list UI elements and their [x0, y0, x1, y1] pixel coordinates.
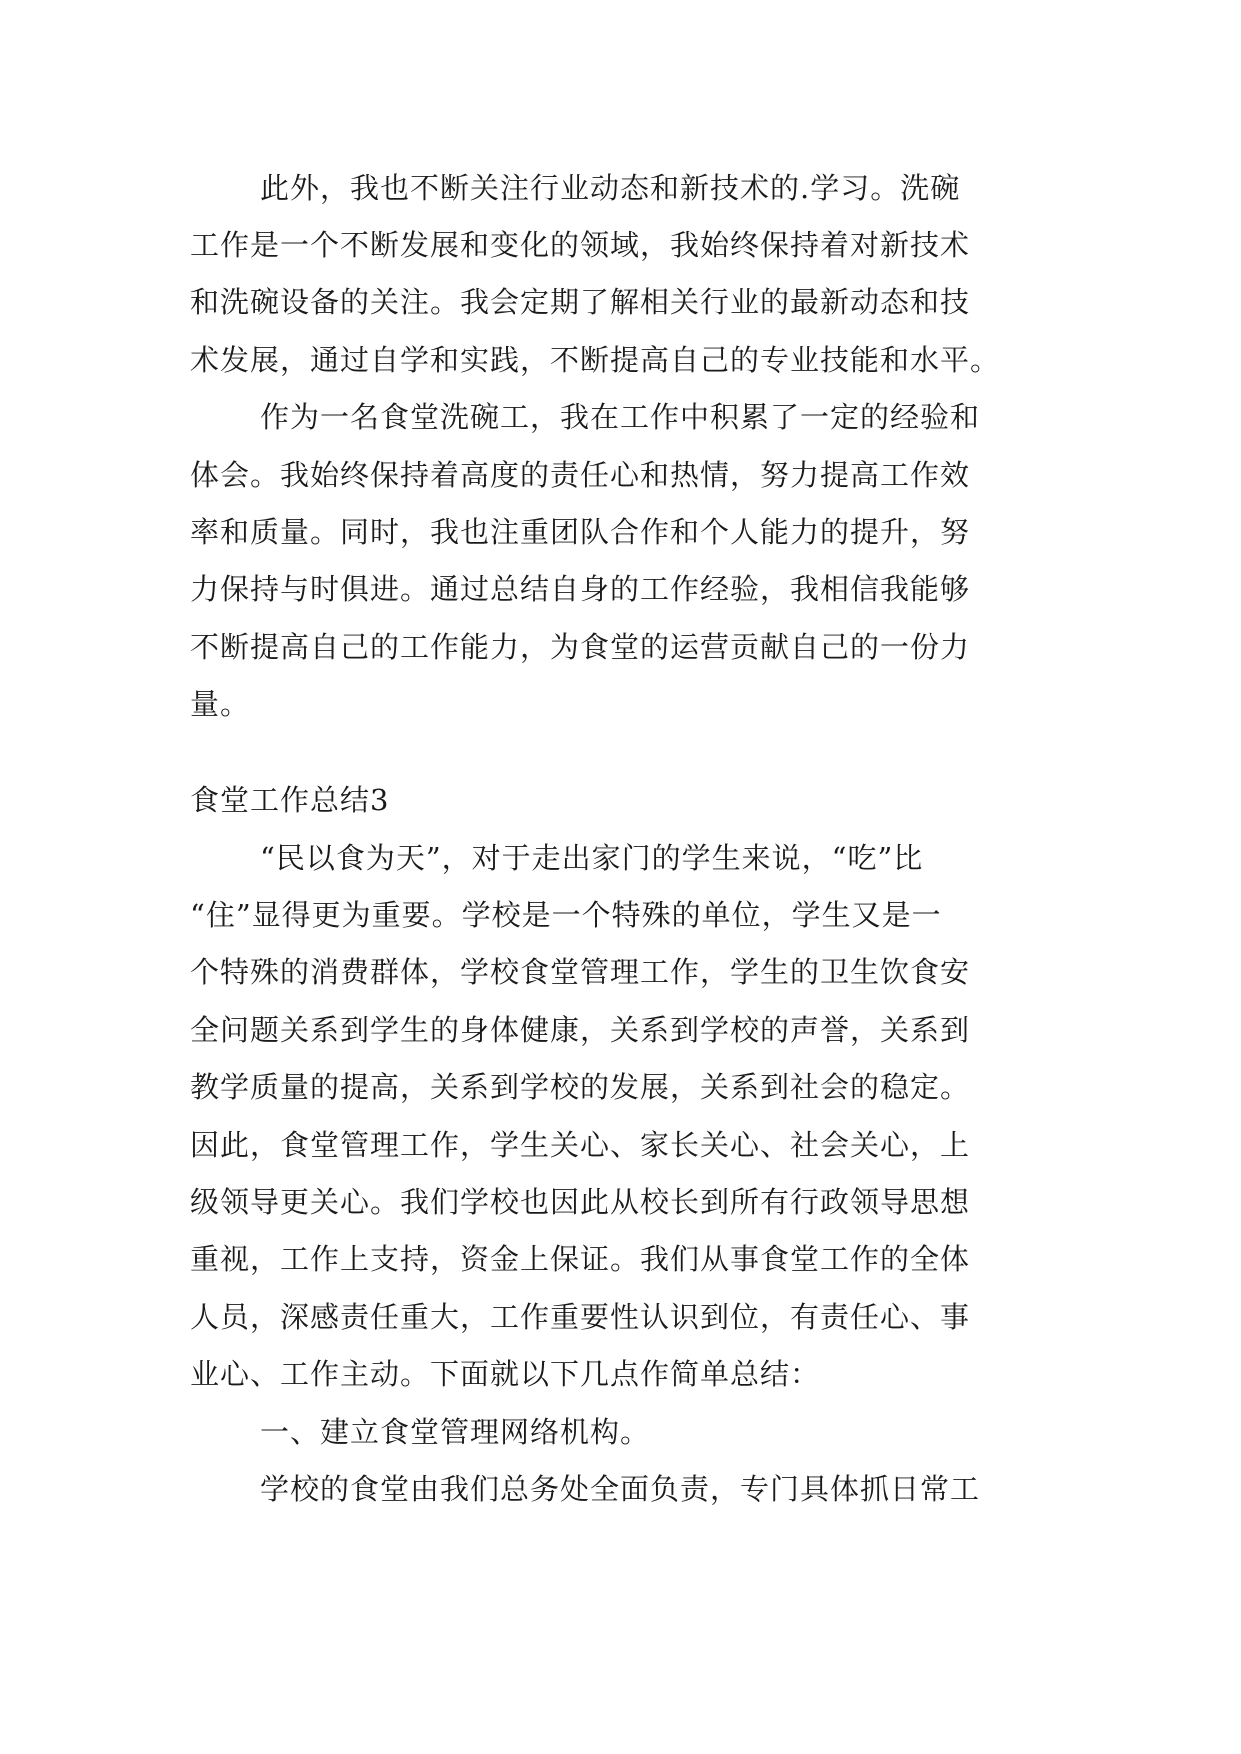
- paragraph-line: 全问题关系到学生的身体健康，关系到学校的声誉，关系到: [190, 1013, 971, 1047]
- paragraph-line: 业心、工作主动。下面就以下几点作简单总结：: [190, 1357, 821, 1391]
- paragraph-line: 率和质量。同时，我也注重团队合作和个人能力的提升，努: [190, 515, 971, 549]
- paragraph-line: 学校的食堂由我们总务处全面负责，专门具体抓日常工: [260, 1472, 981, 1506]
- paragraph-line: 人员，深感责任重大，工作重要性认识到位，有责任心、事: [190, 1300, 971, 1334]
- paragraph-line: 级领导更关心。我们学校也因此从校长到所有行政领导思想: [190, 1185, 971, 1219]
- paragraph-line: 因此，食堂管理工作，学生关心、家长关心、社会关心，上: [190, 1128, 971, 1162]
- paragraph-line: 一、建立食堂管理网络机构。: [260, 1415, 651, 1449]
- paragraph-line: 此外，我也不断关注行业动态和新技术的.学习。洗碗: [260, 171, 961, 205]
- paragraph-line: 作为一名食堂洗碗工，我在工作中积累了一定的经验和: [260, 400, 981, 434]
- paragraph-line: 力保持与时俱进。通过总结自身的工作经验，我相信我能够: [190, 572, 971, 606]
- paragraph-line: 量。: [190, 687, 251, 721]
- paragraph-line: 教学质量的提高，关系到学校的发展，关系到社会的稳定。: [190, 1070, 971, 1104]
- paragraph-line: 工作是一个不断发展和变化的领域，我始终保持着对新技术: [190, 228, 971, 262]
- paragraph-line: 个特殊的消费群体，学校食堂管理工作，学生的卫生饮食安: [190, 955, 971, 989]
- paragraph-line: 不断提高自己的工作能力，为食堂的运营贡献自己的一份力: [190, 630, 971, 664]
- paragraph-line: 重视，工作上支持，资金上保证。我们从事食堂工作的全体: [190, 1242, 971, 1276]
- paragraph-line: 体会。我始终保持着高度的责任心和热情，努力提高工作效: [190, 458, 971, 492]
- paragraph-line: “民以食为天”，对于走出家门的学生来说，“吃”比: [260, 841, 924, 875]
- paragraph-line: 和洗碗设备的关注。我会定期了解相关行业的最新动态和技: [190, 285, 971, 319]
- section-heading: 食堂工作总结3: [190, 783, 390, 817]
- paragraph-line: “住”显得更为重要。学校是一个特殊的单位，学生又是一: [190, 898, 942, 932]
- paragraph-line: 术发展，通过自学和实践，不断提高自己的专业技能和水平。: [190, 343, 1001, 377]
